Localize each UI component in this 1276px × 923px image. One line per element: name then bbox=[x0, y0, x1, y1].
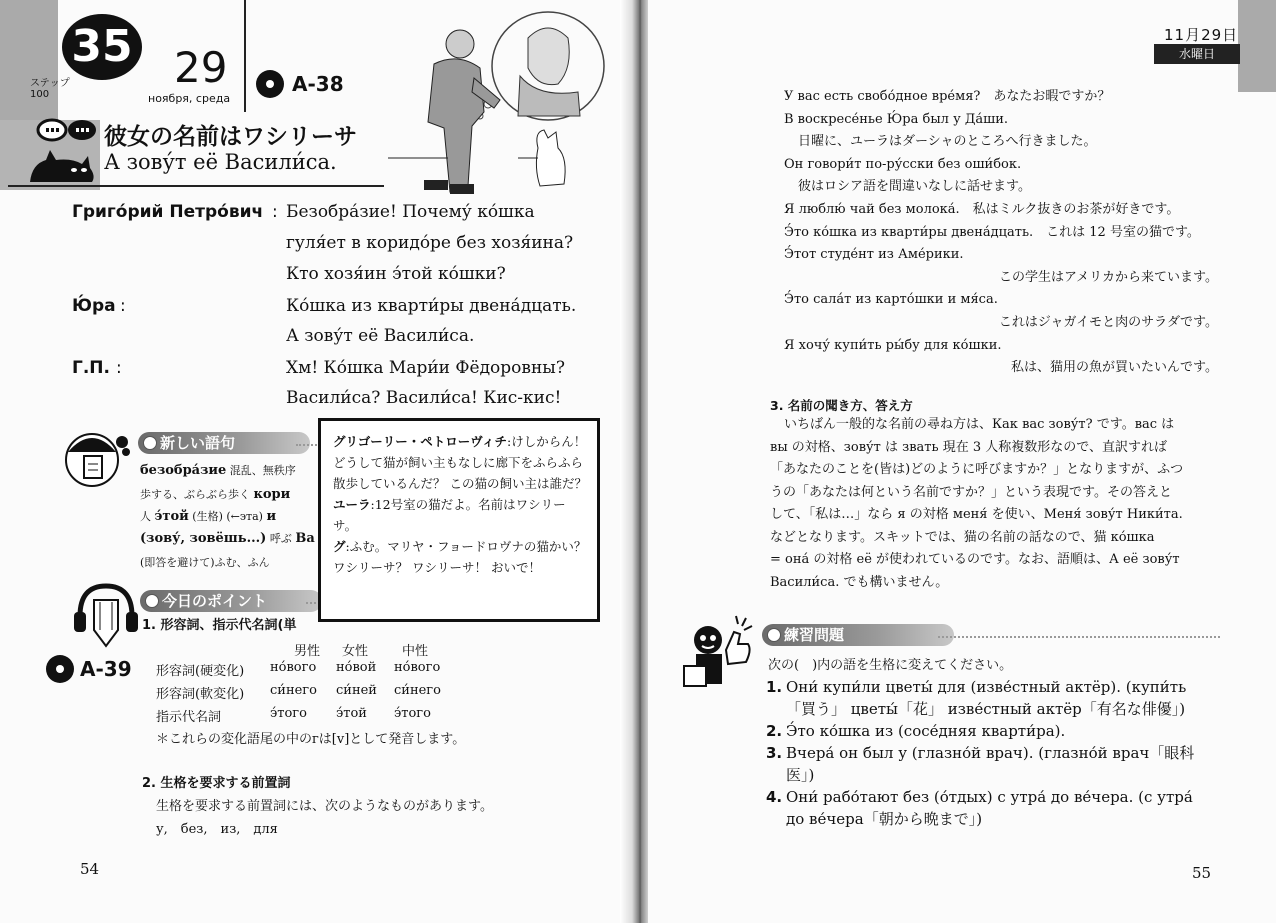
point2-text: 生格を要求する前置詞には、次のようなものがあります。 bbox=[156, 799, 493, 814]
translation-grigory bbox=[333, 431, 587, 494]
black-cat-icon bbox=[26, 142, 98, 186]
section3-line: などとなります。スキットでは、猫の名前の話なので、猫 ко́шка bbox=[770, 529, 1155, 545]
exercise-line: Вчера́ он был у (глазно́й врач). (глазно́й врач「眼科 bbox=[786, 744, 1195, 762]
exercise-line: 「買う」 цветы́「花」 изве́стный актёр「有名な俳優」) bbox=[786, 700, 1186, 718]
speaker-gp: Г.П. bbox=[72, 358, 110, 378]
translation-text: :けしからん！ どうして猫が飼い主もなしに廊下をふらふら散歩しているんだ？ この猫の飼い主は誰だ？ bbox=[333, 434, 587, 491]
vocab-line-1 bbox=[140, 462, 296, 478]
vocab-word-fragment: кори bbox=[253, 487, 291, 502]
vocab-word-fragment: и bbox=[266, 509, 277, 524]
weekday-text: 水曜日 bbox=[1178, 47, 1215, 61]
lesson-title-jp: 彼女の名前はワシリーサ bbox=[104, 124, 357, 150]
section3-line: 「あなたのことを(皆は)どのように呼びますか？」となりますが、ふつ bbox=[770, 462, 1184, 477]
exercise-item-2 bbox=[766, 720, 1226, 742]
point2-words: у, без, из, для bbox=[156, 822, 278, 837]
vocab-gloss: 人 bbox=[140, 510, 155, 523]
exercise-num: 1. bbox=[766, 678, 783, 696]
vocab-header-text: 新しい語句 bbox=[160, 434, 236, 452]
date-day: 29 bbox=[174, 43, 228, 92]
translation-yura bbox=[333, 494, 587, 536]
step-label: ステップ100 bbox=[30, 78, 70, 100]
title-underline bbox=[8, 185, 384, 187]
vocab-line-4 bbox=[140, 530, 315, 546]
audio-track-a38[interactable]: A-38 bbox=[292, 72, 344, 96]
dialogue-line: гуля́ет в коридо́ре без хозя́ина? bbox=[286, 233, 574, 253]
dialogue-line: Кто хозя́ин э́той ко́шки? bbox=[286, 264, 506, 284]
speech-bubbles-icon bbox=[36, 118, 98, 142]
example-line: Я люблю́ чай без молока́. 私はミルク抜きのお茶が好きです。 bbox=[784, 201, 1180, 217]
section3-line: して、「私は…」なら я の対格 меня́ を使い、Меня́ зову́т Ники́та. bbox=[770, 507, 1183, 522]
translation-speaker: ユーラ bbox=[333, 497, 371, 512]
vocab-icon bbox=[62, 426, 132, 490]
section3-line: うの「あなたは何という名前ですか？」という表現です。その答えと bbox=[770, 484, 1172, 500]
section3-line: Васили́са. でも構いません。 bbox=[770, 574, 949, 590]
section3-line: вы の対格、зову́т は звать 現在 3 人称複数形なので、直訳すれば bbox=[770, 439, 1167, 455]
date-badge: 11月29日 bbox=[1164, 26, 1239, 44]
exercise-line: Они́ рабо́тают без (о́тдых) с утра́ до ве́чера. (с утра́ bbox=[786, 788, 1193, 806]
example-line: Э́то сала́т из карто́шки и мя́са. bbox=[784, 292, 998, 308]
speaker-gp-sep: : bbox=[116, 358, 122, 378]
point-header bbox=[140, 590, 322, 612]
dialogue-line: Ко́шка из кварти́ры двена́дцать. bbox=[286, 296, 577, 316]
exercise-line: до ве́чера「朝から晩まで」) bbox=[786, 810, 983, 828]
exercise-line: 医」) bbox=[786, 766, 815, 784]
exercise-num: 3. bbox=[766, 744, 783, 762]
illustration-old-man-and-cat bbox=[388, 8, 628, 200]
exercise-line: Они́ купи́ли цветы́ для (изве́стный актёр). (купи́ть bbox=[786, 678, 1187, 696]
vocab-word: э́той bbox=[154, 509, 189, 524]
table-cell: э́того bbox=[270, 706, 307, 721]
headphones-pencil-icon bbox=[72, 582, 140, 648]
table-cell: но́вого bbox=[394, 660, 441, 675]
table-cell: си́него bbox=[270, 683, 317, 698]
example-line: 彼はロシア語を間違いなしに話せます。 bbox=[798, 179, 1031, 195]
speaker-yura: Ю́ра bbox=[72, 296, 116, 316]
section3-title: 3. 名前の聞き方、答え方 bbox=[770, 398, 913, 413]
speaker-grigory-sep: : bbox=[272, 202, 278, 222]
vocab-line-3 bbox=[140, 508, 276, 524]
translation-box bbox=[318, 418, 600, 622]
left-page bbox=[0, 0, 636, 923]
dialogue-line: Безобра́зие! Почему́ ко́шка bbox=[286, 202, 535, 222]
example-line: この学生はアメリカから来ています。 bbox=[998, 269, 1218, 285]
dialogue-line: А зову́т её Васили́са. bbox=[286, 326, 475, 346]
col-masc: 男性 bbox=[294, 644, 321, 659]
col-fem: 女性 bbox=[342, 644, 369, 659]
row-label: 指示代名詞 bbox=[156, 710, 222, 725]
exercise-header-rule bbox=[938, 636, 1220, 638]
vocab-gloss: (生格) (←эта) bbox=[188, 510, 267, 523]
vocab-header-rule bbox=[296, 444, 320, 446]
example-line: 日曜に、ユーラはダーシャのところへ行きました。 bbox=[798, 134, 1097, 150]
exercise-line: Э́то ко́шка из (сосе́дняя кварти́ра). bbox=[786, 722, 1066, 740]
point-header-text: 今日のポイント bbox=[162, 592, 268, 610]
thumbs-up-reader-icon bbox=[682, 610, 762, 694]
date-text: ноября, среда bbox=[148, 92, 231, 105]
exercise-item-3 bbox=[766, 742, 1226, 784]
table-cell: э́той bbox=[336, 706, 367, 721]
example-line: Я хочу́ купи́ть ры́бу для ко́шки. bbox=[784, 337, 1002, 353]
example-line: Он говори́т по-ру́сски без оши́бок. bbox=[784, 156, 1022, 172]
translation-text: :ふむ。マリヤ・フョードロヴナの猫かい？ ワシリーサ？ ワシリーサ！ おいで！ bbox=[333, 539, 587, 575]
table-cell: но́вого bbox=[270, 660, 317, 675]
vocab-header bbox=[138, 432, 310, 454]
point2-title: 2. 生格を要求する前置詞 bbox=[142, 776, 291, 791]
audio-disc-icon[interactable] bbox=[256, 70, 284, 98]
row-label: 形容詞(硬変化) bbox=[156, 664, 245, 679]
row-label: 形容詞(軟変化) bbox=[156, 687, 245, 702]
page-number-right: 55 bbox=[1192, 864, 1212, 882]
point1-title: 1. 形容詞、指示代名詞(単 bbox=[142, 618, 297, 633]
vocab-gloss: 歩する、ぶらぶら歩く bbox=[140, 488, 254, 501]
translation-speaker: グリゴーリー・ペトローヴィチ bbox=[333, 434, 508, 449]
exercise-item-1 bbox=[766, 676, 1226, 718]
example-line: В воскресе́нье Ю́ра был у Да́ши. bbox=[784, 111, 1009, 127]
table-cell: но́вой bbox=[336, 660, 377, 675]
vocab-gloss: 混乱、無秩序 bbox=[226, 464, 296, 477]
step-number: 35 bbox=[71, 21, 133, 72]
right-page bbox=[648, 0, 1276, 923]
translation-text: :12号室の猫だよ。名前はワシリーサ。 bbox=[333, 497, 566, 533]
table-cell: си́ней bbox=[336, 683, 377, 698]
weekday-badge bbox=[1154, 44, 1240, 64]
step-badge bbox=[62, 14, 142, 80]
examples bbox=[784, 86, 1218, 380]
speaker-grigory: Григо́рий Петро́вич bbox=[72, 202, 264, 222]
translation-speaker: グ bbox=[333, 539, 346, 554]
example-line: 私は、猫用の魚が買いたいんです。 bbox=[1011, 360, 1218, 376]
exercise-intro: 次の( )内の語を生格に変えてください。 bbox=[768, 658, 1013, 673]
section3-line: いちばん一般的な名前の尋ね方は、Как вас зову́т? です。вас は bbox=[784, 417, 1175, 432]
vocab-word: (зову́, зовёшь...) bbox=[140, 531, 267, 546]
header-divider bbox=[244, 0, 246, 112]
exercise-item-4 bbox=[766, 786, 1226, 828]
vocab-word: безобра́зие bbox=[140, 463, 227, 478]
right-gray-tab bbox=[1238, 0, 1276, 92]
audio-disc-icon[interactable] bbox=[46, 655, 74, 683]
vocab-line-5: (即答を避けて)ふむ、ふん bbox=[140, 556, 270, 569]
example-line: Э́тот студе́нт из Аме́рики. bbox=[784, 247, 964, 263]
speaker-yura-sep: : bbox=[120, 296, 126, 316]
table-note: ＊これらの変化語尾の中のгは[v]として発音します。 bbox=[156, 732, 466, 747]
vocab-line-2 bbox=[140, 486, 290, 502]
exercise-header-text: 練習問題 bbox=[784, 626, 845, 644]
example-line: Э́то ко́шка из кварти́ры двена́дцать. これは 12 号室の猫です。 bbox=[784, 224, 1200, 240]
lesson-title-ru: А зову́т её Васили́са. bbox=[104, 150, 337, 174]
section3-body bbox=[770, 414, 1214, 594]
table-cell: э́того bbox=[394, 706, 431, 721]
example-line: У вас есть свобо́дное вре́мя? あなたお暇ですか？ bbox=[784, 89, 1111, 104]
vocab-word-fragment: Ва bbox=[295, 531, 315, 546]
dialogue-line: Васили́са? Васили́са! Кис-кис! bbox=[286, 388, 562, 408]
example-line: これはジャガイモと肉のサラダです。 bbox=[998, 314, 1218, 330]
exercise-header bbox=[762, 624, 954, 646]
vocab-gloss: 呼ぶ bbox=[266, 532, 296, 545]
audio-track-a39[interactable]: A-39 bbox=[80, 657, 132, 681]
table-cell: си́него bbox=[394, 683, 441, 698]
col-neut: 中性 bbox=[402, 644, 429, 659]
translation-gp bbox=[333, 536, 587, 578]
section3-line: = она́ の対格 её が使われているのです。なお、語順は、А её зову́т bbox=[770, 552, 1180, 567]
dialogue-line: Хм! Ко́шка Мари́и Фёдоровны? bbox=[286, 358, 565, 378]
exercise-num: 4. bbox=[766, 788, 783, 806]
page-number-left: 54 bbox=[80, 860, 100, 878]
exercise-num: 2. bbox=[766, 722, 783, 740]
